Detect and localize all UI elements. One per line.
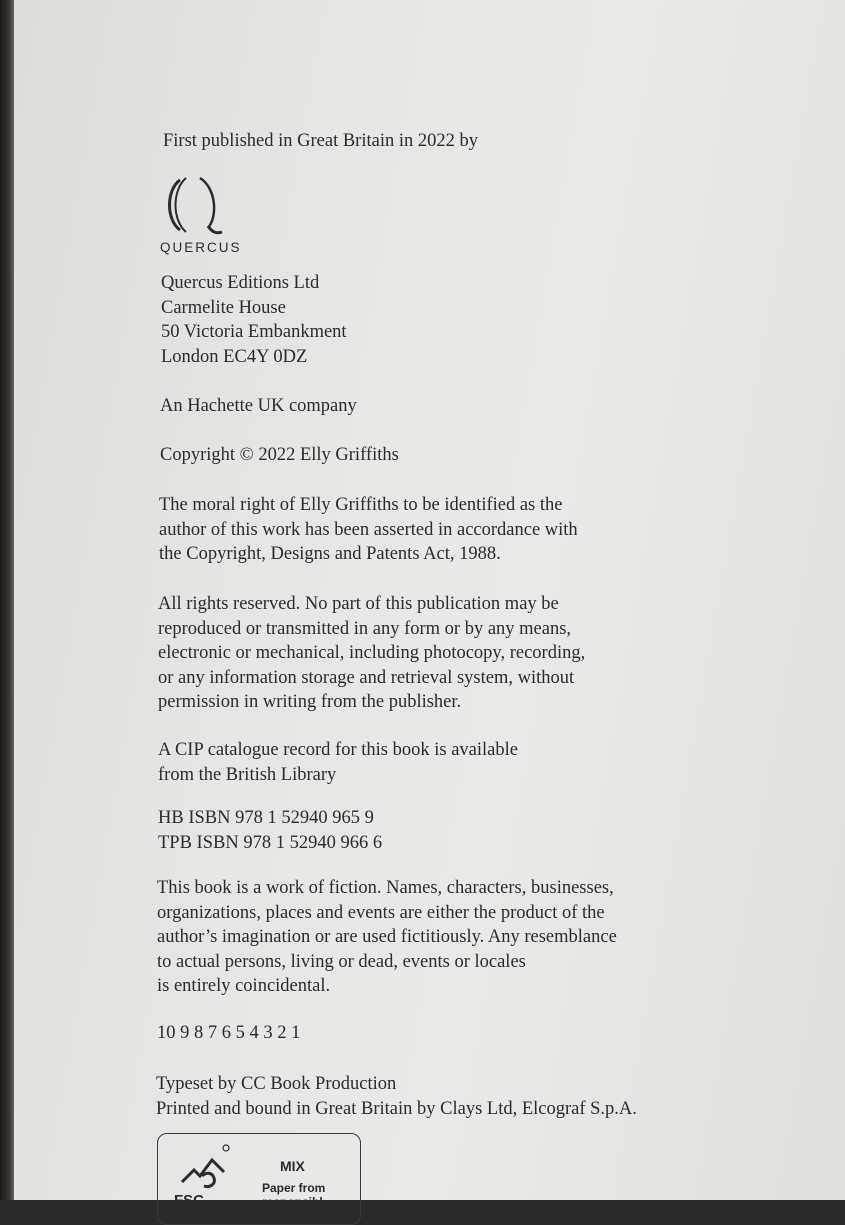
paragraph-line: All rights reserved. No part of this publication may be bbox=[158, 594, 559, 614]
address-line: 50 Victoria Embankment bbox=[161, 322, 347, 342]
paragraph-line: or any information storage and retrieval system, without bbox=[158, 667, 575, 688]
paragraph-line: to actual persons, living or dead, events or locales bbox=[157, 951, 526, 972]
paragraph-line: A CIP catalogue record for this book is available bbox=[158, 740, 518, 760]
printed-line: Printed and bound in Great Britain by Clays Ltd, Elcograf S.p.A. bbox=[156, 1098, 637, 1119]
printing-number-line: 10 9 8 7 6 5 4 3 2 1 bbox=[157, 1023, 301, 1043]
paragraph-line: This book is a work of fiction. Names, characters, businesses, bbox=[157, 878, 614, 898]
paragraph-line: is entirely coincidental. bbox=[157, 976, 331, 996]
rights-reserved-paragraph bbox=[158, 592, 585, 715]
first-published-line: First published in Great Britain in 2022 by bbox=[163, 131, 478, 151]
paragraph-line: author of this work has been asserted in accordance with bbox=[159, 519, 578, 540]
isbn-line: HB ISBN 978 1 52940 965 9 bbox=[158, 808, 374, 828]
isbn-line: TPB ISBN 978 1 52940 966 6 bbox=[158, 832, 383, 853]
copyright-line: Copyright © 2022 Elly Griffiths bbox=[160, 445, 399, 465]
company-line: An Hachette UK company bbox=[160, 396, 357, 416]
fsc-letters: FSC bbox=[174, 1192, 204, 1209]
paragraph-line: author’s imagination or are used fictitiously. Any resemblance bbox=[157, 927, 617, 947]
paragraph-line: the Copyright, Designs and Patents Act, 1988. bbox=[159, 544, 501, 564]
paragraph-line: electronic or mechanical, including photocopy, recording, bbox=[158, 643, 586, 663]
paragraph-line: permission in writing from the publisher. bbox=[158, 692, 462, 712]
fsc-paper-text bbox=[262, 1181, 325, 1209]
book-gutter-shadow bbox=[0, 0, 14, 1200]
moral-right-paragraph bbox=[159, 493, 578, 567]
typeset-line: Typeset by CC Book Production bbox=[156, 1074, 397, 1094]
isbn-block bbox=[158, 806, 382, 855]
paragraph-line: The moral right of Elly Griffiths to be identified as the bbox=[159, 495, 563, 515]
address-line: London EC4Y 0DZ bbox=[161, 346, 308, 367]
paragraph-line: from the British Library bbox=[158, 764, 337, 785]
paragraph-line: organizations, places and events are either the product of the bbox=[157, 902, 605, 923]
fsc-mix-label bbox=[157, 1133, 361, 1225]
fsc-paper-line: Paper from bbox=[262, 1181, 326, 1195]
cip-paragraph bbox=[158, 738, 518, 787]
fiction-notice-paragraph bbox=[157, 876, 617, 999]
quercus-wordmark: QUERCUS bbox=[160, 240, 242, 255]
address-line: Quercus Editions Ltd bbox=[161, 273, 320, 293]
production-credits bbox=[156, 1072, 637, 1121]
paragraph-line: reproduced or transmitted in any form or by any means, bbox=[158, 618, 572, 639]
fsc-responsible-line: responsibl bbox=[262, 1195, 323, 1209]
publisher-address bbox=[161, 271, 347, 369]
address-line: Carmelite House bbox=[161, 297, 286, 318]
fsc-mix-text: MIX bbox=[280, 1158, 305, 1174]
